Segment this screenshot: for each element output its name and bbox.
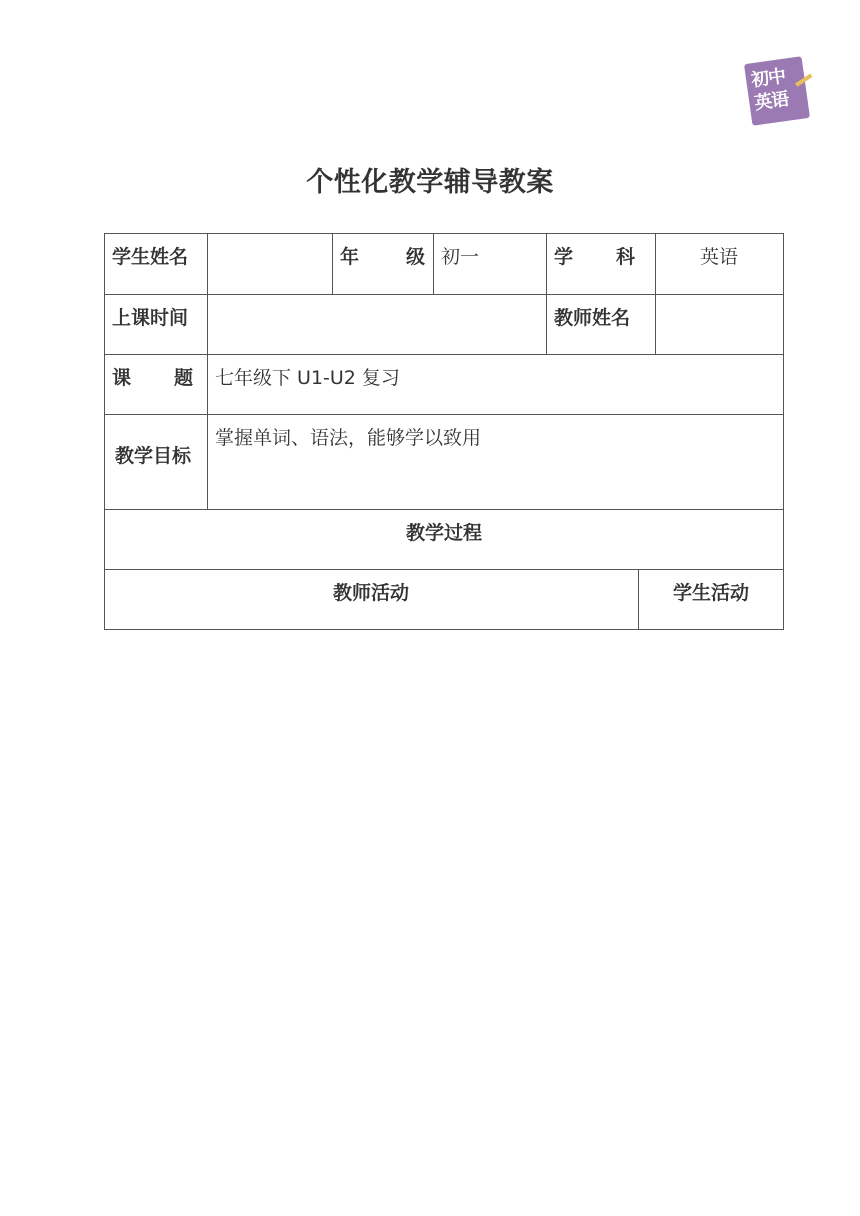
class-time-label-text: 上课时间 (112, 307, 189, 329)
teacher-name-label (546, 294, 655, 354)
objective-value-text: 掌握单词、语法，能够学以致用 (215, 427, 482, 449)
subject-label-char-1: 学 (554, 246, 574, 268)
objective-label-text: 教学目标 (115, 445, 192, 467)
grade-label-char-2: 级 (405, 246, 425, 268)
subject-label-char-2: 科 (615, 246, 635, 268)
topic-value-text: 七年级下 U1-U2 复习 (215, 367, 400, 389)
student-name-label (104, 233, 207, 294)
page-title: 个性化教学辅导教案 (306, 167, 554, 198)
class-time-label (104, 294, 207, 354)
student-name-label-text: 学生姓名 (112, 246, 189, 268)
objective-value[interactable] (207, 414, 783, 509)
logo-line-2: 英语 (753, 88, 790, 115)
subject-value[interactable] (655, 233, 783, 294)
student-activity-header-text: 学生活动 (672, 582, 749, 604)
class-time-value[interactable] (207, 294, 546, 354)
student-name-value[interactable] (207, 233, 332, 294)
process-header (104, 509, 784, 569)
process-header-text: 教学过程 (405, 522, 482, 544)
teacher-name-label-text: 教师姓名 (554, 307, 631, 329)
topic-label-char-1: 课 (112, 367, 132, 389)
grade-value[interactable] (433, 233, 546, 294)
teacher-activity-header-text: 教师活动 (332, 582, 409, 604)
logo-line-1: 初中 (749, 65, 787, 92)
grade-value-text: 初一 (441, 246, 480, 268)
topic-value[interactable] (207, 354, 783, 414)
grade-label (332, 233, 433, 294)
subject-label (546, 233, 655, 294)
topic-label (104, 354, 207, 414)
topic-label-char-2: 题 (173, 367, 193, 389)
logo-text (750, 63, 806, 116)
table-border-bottom (104, 629, 784, 630)
student-activity-header (638, 569, 784, 629)
teacher-activity-header (104, 569, 638, 629)
objective-label (104, 414, 207, 509)
grade-label-char-1: 年 (340, 246, 360, 268)
subject-value-text: 英语 (699, 246, 738, 268)
logo (744, 56, 810, 125)
teacher-name-value[interactable] (655, 294, 783, 354)
